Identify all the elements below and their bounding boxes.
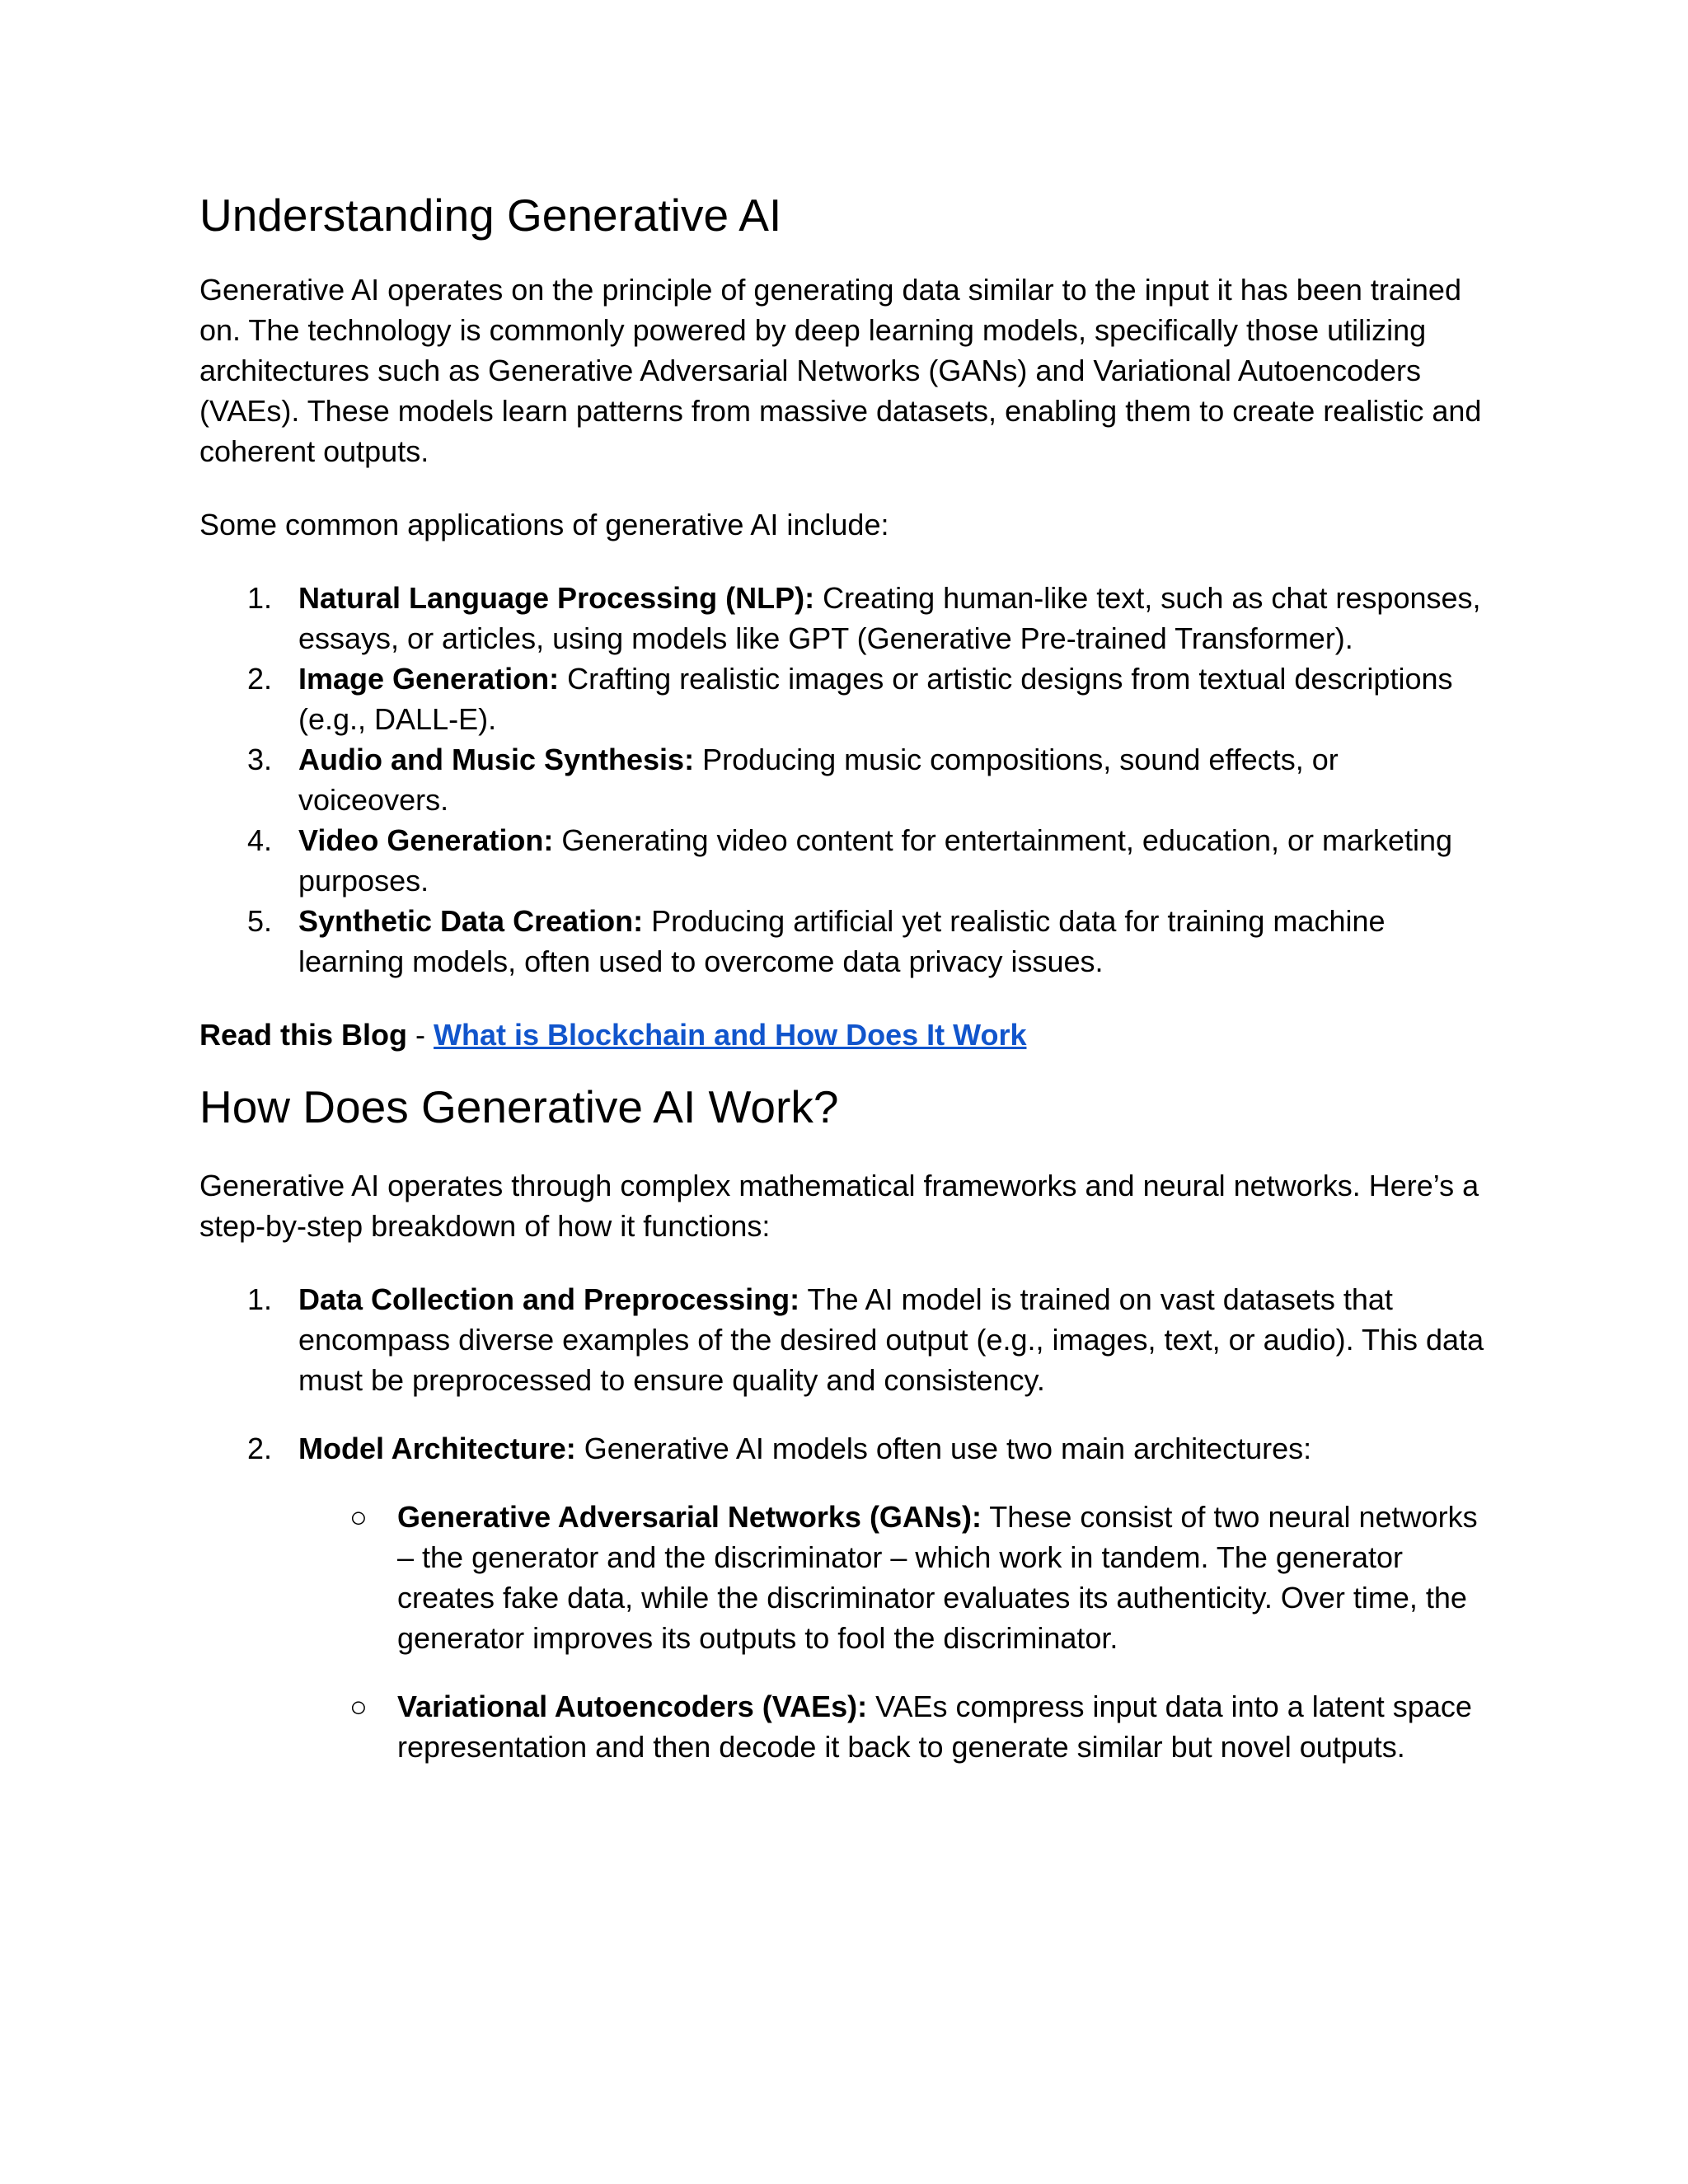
list-number: 1. <box>247 1282 273 1316</box>
sub-list-text: These consist of two neural networks – the generator and the discriminator – which work in tandem. The generator creates fake data, while the discriminator evaluates its authenticity. Over time, the generator improves its outputs to fool the discriminator. <box>397 1500 1478 1655</box>
sub-list-term: Variational Autoencoders (VAEs): <box>397 1690 868 1723</box>
read-blog-label: Read this Blog <box>199 1018 408 1052</box>
list-number: 2. <box>247 662 273 696</box>
sub-list-term: Generative Adversarial Networks (GANs): <box>397 1500 982 1534</box>
list-item <box>199 739 1493 820</box>
section-title-how-it-works: How Does Generative AI Work? <box>199 1081 839 1132</box>
list-number: 5. <box>247 904 273 938</box>
list-item <box>199 578 1493 658</box>
list-term: Model Architecture: <box>298 1432 576 1465</box>
list-number: 3. <box>247 743 273 776</box>
applications-lead: Some common applications of generative AI include: <box>199 508 889 541</box>
list-item <box>199 901 1493 982</box>
list-term: Image Generation: <box>298 662 560 696</box>
list-text: Crafting realistic images or artistic designs from textual descriptions (e.g., DALL-E). <box>298 662 1453 736</box>
blockchain-blog-link[interactable]: What is Blockchain and How Does It Work <box>434 1018 1027 1052</box>
list-text: Generative AI models often use two main architectures: <box>575 1432 1312 1465</box>
list-text: The AI model is trained on vast datasets that encompass diverse examples of the desired output (e.g., images, text, or audio). This data must be preprocessed to ensure quality and consistency. <box>298 1282 1484 1397</box>
steps-list <box>199 1279 1493 1767</box>
list-term: Natural Language Processing (NLP): <box>298 581 815 615</box>
list-text: Generating video content for entertainment, education, or marketing purposes. <box>298 823 1453 898</box>
sub-list-item <box>298 1686 1493 1767</box>
document-page <box>199 188 1493 1795</box>
sub-list-text: VAEs compress input data into a latent space representation and then decode it back to generate similar but novel outputs. <box>397 1690 1472 1764</box>
list-term: Data Collection and Preprocessing: <box>298 1282 800 1316</box>
read-blog-separator: - <box>407 1018 434 1052</box>
applications-list <box>199 578 1493 982</box>
intro-paragraph: Generative AI operates on the principle of generating data similar to the input it has been trained on. The technology is commonly powered by deep learning models, specifically those utilizing architectures such as Generative Adversarial Networks (GANs) and Variational Autoencoders (VAEs). These models learn patterns from massive datasets, enabling them to create realistic and coherent outputs. <box>199 273 1482 468</box>
list-item <box>199 1279 1493 1400</box>
list-text: Creating human-like text, such as chat responses, essays, or articles, using models like GPT (Generative Pre-trained Transformer). <box>298 581 1481 655</box>
architectures-list <box>298 1497 1493 1767</box>
sub-list-item <box>298 1497 1493 1658</box>
section-title-understanding: Understanding Generative AI <box>199 190 782 241</box>
hollow-bullet-icon: ○ <box>349 1500 368 1534</box>
hollow-bullet-icon: ○ <box>349 1690 368 1723</box>
list-number: 4. <box>247 823 273 857</box>
how-intro-paragraph: Generative AI operates through complex mathematical frameworks and neural networks. Here’s a step-by-step breakdown of how it functions: <box>199 1169 1479 1243</box>
list-number: 1. <box>247 581 273 615</box>
read-blog-line <box>199 1015 1493 1055</box>
list-item <box>199 658 1493 739</box>
list-item <box>199 820 1493 901</box>
list-item <box>199 1428 1493 1767</box>
list-text: Producing artificial yet realistic data for training machine learning models, often used to overcome data privacy issues. <box>298 904 1386 978</box>
list-term: Synthetic Data Creation: <box>298 904 644 938</box>
list-number: 2. <box>247 1432 273 1465</box>
list-term: Video Generation: <box>298 823 554 857</box>
list-term: Audio and Music Synthesis: <box>298 743 695 776</box>
list-text: Producing music compositions, sound effects, or voiceovers. <box>298 743 1339 817</box>
